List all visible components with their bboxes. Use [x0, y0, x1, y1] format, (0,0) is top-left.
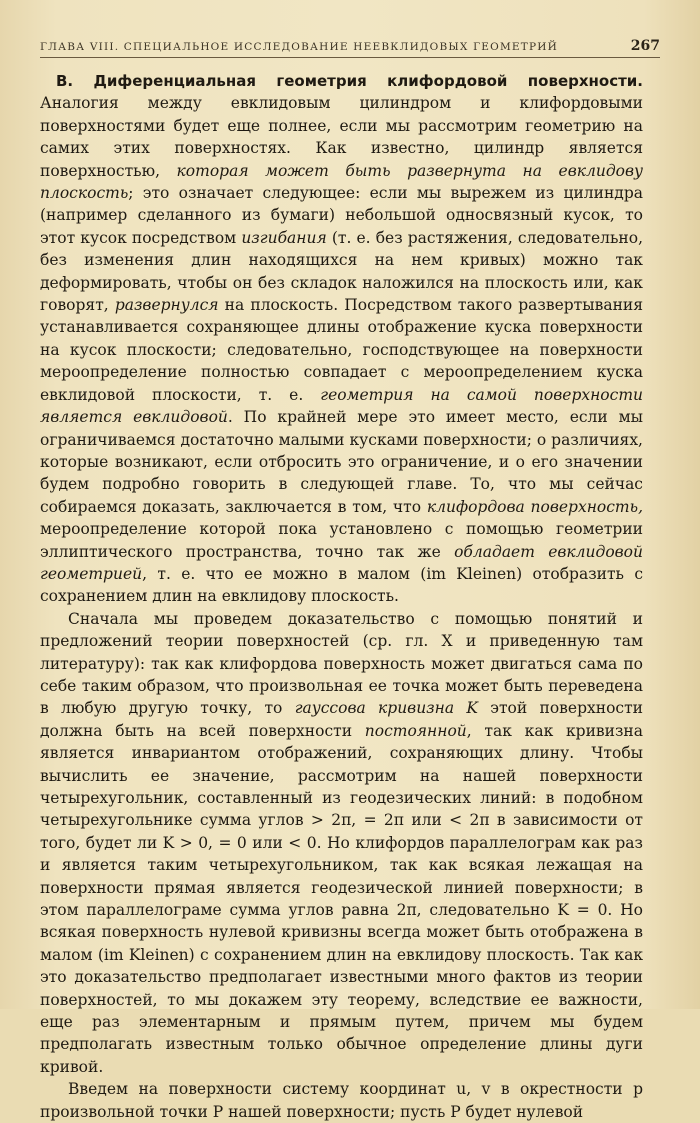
paragraph-1: [40, 70, 643, 608]
text-run: Введем на поверхности систему координат u, v в окрестности p произвольной точки P нашей поверхности; пусть P будет нулевой: [40, 1080, 643, 1121]
emphasis: клифордова поверхность,: [426, 497, 643, 516]
text-run: , так как кривизна является инвариантом отображений, сохраняющих длину. Чтобы вычислить ее значение, рассмотрим на нашей поверхности четырехугольник, составленный из геодезических линий: в подобном четырехугольнике сумма углов > 2π, = 2π или < 2π в зависимости от того, будет ли K > 0, = 0 или < 0. Но клифордов параллелограм как раз и является таким четырехугольником, так как всякая лежащая на поверхности прямая является геодезической линией поверхности; в этом параллелограме сумма углов равна 2π, следовательно K = 0. Но всякая поверхность нулевой кривизны всегда может быть отображена в малом (im Kleinen) с сохранением длин на евклидову плоскость. Так как это доказательство предполагает известными много фактов из теории поверхностей, то мы докажем эту теорему, вследствие ее важности, еще раз элементарным и прямым путем, причем мы будем предполагать известным только обычное определение длины дуги кривой.: [40, 721, 644, 1076]
running-title: ГЛАВА VIII. СПЕЦИАЛЬНОЕ ИССЛЕДОВАНИЕ НЕЕВКЛИДОВЫХ ГЕОМЕТРИЙ: [40, 41, 558, 53]
emphasis: развернулся: [114, 296, 219, 315]
page-number: 267: [630, 38, 660, 54]
text-run: , т. е. что ее можно в малом (im Kleinen) отобразить с сохранением длин на евклидову плоскость.: [40, 564, 643, 606]
section-title: В. Диференциальная геометрия клифордовой поверхности.: [56, 72, 643, 90]
text-run: Сначала мы проведем доказательство с помощью понятий и предложений теории поверхностей (ср. гл. X и приведенную там литературу): так как клифордова поверхность может двигаться сама по себе таким образом, что произвольная ее точка может быть переведена в любую другую точку, то: [40, 609, 643, 718]
emphasis: изгибания: [241, 228, 327, 247]
body-text: [40, 70, 643, 1123]
text-run: этой поверхности должна быть на всей поверхности: [40, 699, 643, 740]
emphasis: гауссова кривизна K: [294, 699, 478, 718]
text-run: на плоскость. Посредством такого развертывания устанавливается сохраняющее длины отображение куска поверхности на кусок плоскости; следовательно, господствующее на поверхности мероопределение полностью совпадает с мероопределением куска евклидовой плоскости, т. е.: [40, 296, 644, 404]
emphasis: постоянной: [364, 721, 467, 740]
emphasis: которая может быть развернута на евклидову плоскость: [40, 161, 643, 203]
paragraph-3: [40, 1078, 643, 1123]
text-run: Аналогия между евклидовым цилиндром и клифордовыми поверхностями будет еще полнее, если мы рассмотрим геометрию на самих этих поверхностях. Как известно, цилиндр является поверхностью,: [40, 94, 643, 180]
paragraph-2: [40, 608, 643, 1079]
text-run: . По крайней мере это имеет место, если мы ограничиваемся достаточно малыми кусками поверхности; о различиях, которые возникают, если отбросить это ограничение, и о его значении будем подробно говорить в следующей главе. То, что мы сейчас собираемся доказать, заключается в том, что: [40, 408, 643, 516]
running-header: [40, 38, 660, 58]
emphasis: геометрия на самой поверхности является евклидовой: [40, 385, 644, 427]
emphasis: обладает евклидовой геометрией: [40, 542, 643, 583]
text-run: ; это означает следующее: если мы вырежем из цилиндра (например сделанного из бумаги) небольшой односвязный кусок, то этот кусок посредством: [40, 184, 643, 247]
text-run: мероопределение которой пока установлено с помощью геометрии эллиптического пространства, точно так же: [40, 520, 643, 561]
text-run: (т. е. без растяжения, следовательно, без изменения длин находящихся на нем кривых) можно так деформировать, чтобы он без складок наложился на плоскость или, как говорят,: [40, 228, 644, 315]
